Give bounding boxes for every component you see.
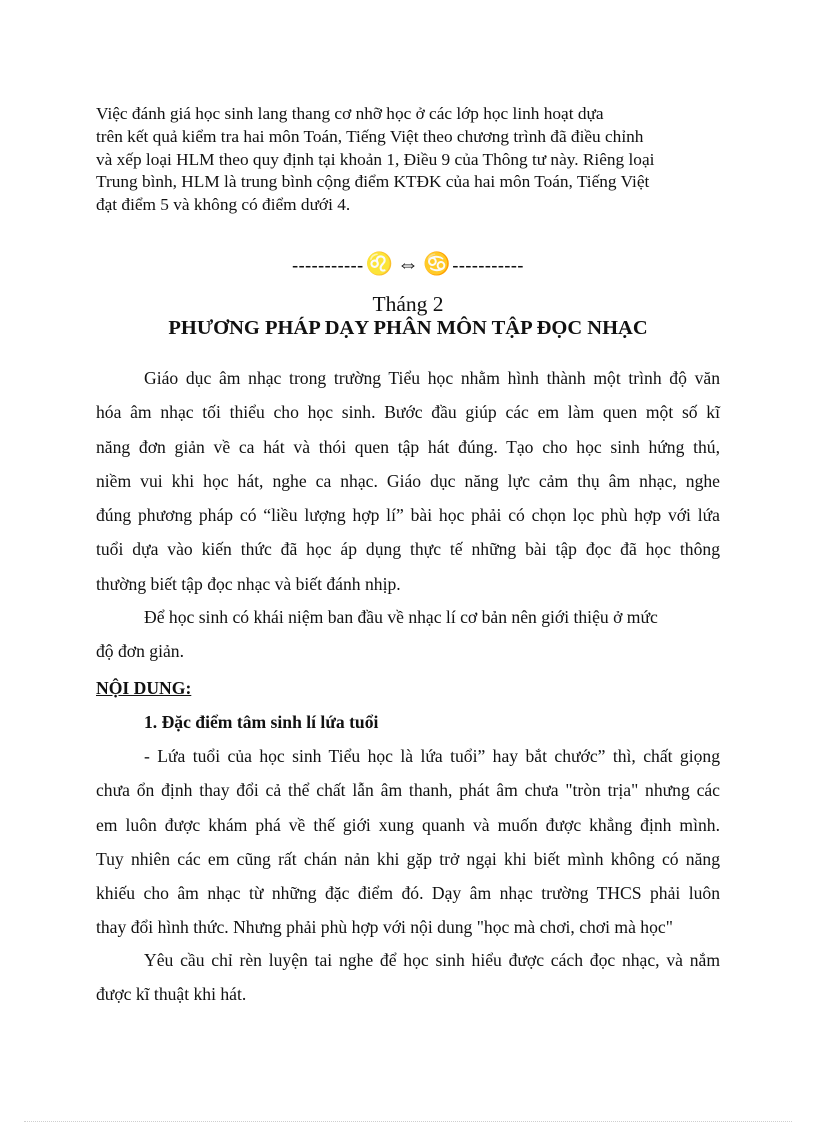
paragraph-line: chưa ổn định thay đổi cả thể chất lẫn âm thanh, phát âm chưa "tròn trịa" nhưng các — [96, 780, 720, 801]
paragraph-line: đúng phương pháp có “liều lượng hợp lí” bài học phải có chọn lọc phù hợp với lứa — [96, 505, 720, 526]
paragraph-line: Yêu cầu chỉ rèn luyện tai nghe để học sinh hiểu được cách đọc nhạc, và nắm — [144, 950, 720, 970]
paragraph-line: năng đơn giản về ca hát và thói quen tập hát đúng. Tạo cho học sinh hứng thú, — [96, 436, 720, 457]
paragraph-line: Giáo dục âm nhạc trong trường Tiểu học nhằm hình thành một trình độ văn — [144, 368, 720, 388]
paragraph-line: niềm vui khi học hát, nghe ca nhạc. Giáo dục năng lực cảm thụ âm nhạc, nghe — [96, 470, 720, 491]
intro-line: đạt điểm 5 và không có điểm dưới 4. — [96, 195, 351, 215]
paragraph-requirements — [96, 943, 720, 1012]
intro-line: trên kết quả kiểm tra hai môn Toán, Tiếng Việt theo chương trình đã điều chỉnh — [96, 126, 644, 146]
paragraph-line: Để học sinh có khái niệm ban đầu về nhạc lí cơ bản nên giới thiệu ở mức — [144, 607, 658, 627]
cancer-ornament-icon: ♋ — [423, 251, 451, 276]
paragraph-intro-music — [96, 361, 720, 601]
divider-dashes-left: ----------- — [292, 255, 364, 275]
double-arrow-icon: ⇔ — [397, 251, 419, 276]
paragraph-line: - Lứa tuổi của học sinh Tiểu học là lứa tuổi” hay bắt chước” thì, chất giọng — [144, 746, 720, 766]
page-bottom-border — [24, 1121, 792, 1122]
paragraph-age-characteristics — [96, 739, 720, 945]
ornamental-divider — [0, 251, 816, 277]
subheading-psychology: 1. Đặc điểm tâm sinh lí lứa tuổi — [144, 712, 379, 732]
intro-line: Trung bình, HLM là trung bình cộng điểm KTĐK của hai môn Toán, Tiếng Việt — [96, 172, 650, 192]
section-month: Tháng 2 — [372, 292, 444, 316]
paragraph-line: tuổi dựa vào kiến thức đã học áp dụng thực tế những bài tập đọc đã học thông — [96, 539, 720, 560]
intro-paragraph — [96, 103, 736, 217]
intro-line: Việc đánh giá học sinh lang thang cơ nhỡ học ở các lớp học linh hoạt dựa — [96, 104, 604, 123]
paragraph-line: độ đơn giản. — [96, 641, 184, 662]
content-heading: NỘI DUNG: — [96, 678, 192, 698]
leo-ornament-icon: ♌ — [365, 251, 393, 276]
paragraph-line: được kĩ thuật khi hát. — [96, 984, 247, 1005]
paragraph-line: Tuy nhiên các em cũng rất chán nản khi gặp trở ngại khi biết mình không có năng — [96, 848, 720, 869]
paragraph-line: hóa âm nhạc tối thiểu cho học sinh. Bước đầu giúp các em làm quen một số kĩ — [96, 402, 720, 423]
paragraph-line: thường biết tập đọc nhạc và biết đánh nhịp. — [96, 573, 401, 594]
paragraph-line: thay đổi hình thức. Nhưng phải phù hợp với nội dung "học mà chơi, chơi mà học" — [96, 917, 673, 938]
divider-dashes-right: ----------- — [452, 255, 524, 275]
section-title: PHƯƠNG PHÁP DẠY PHÂN MÔN TẬP ĐỌC NHẠC — [168, 317, 648, 339]
paragraph-line: khiếu cho âm nhạc từ những đặc điểm đó. Dạy âm nhạc trường THCS phải luôn — [96, 883, 720, 904]
intro-line: và xếp loại HLM theo quy định tại khoản 1, Điều 9 của Thông tư này. Riêng loại — [96, 149, 655, 169]
paragraph-line: em luôn được khám phá về thế giới xung quanh và muốn được khẳng định mình. — [96, 814, 720, 835]
paragraph-music-theory — [96, 600, 720, 669]
